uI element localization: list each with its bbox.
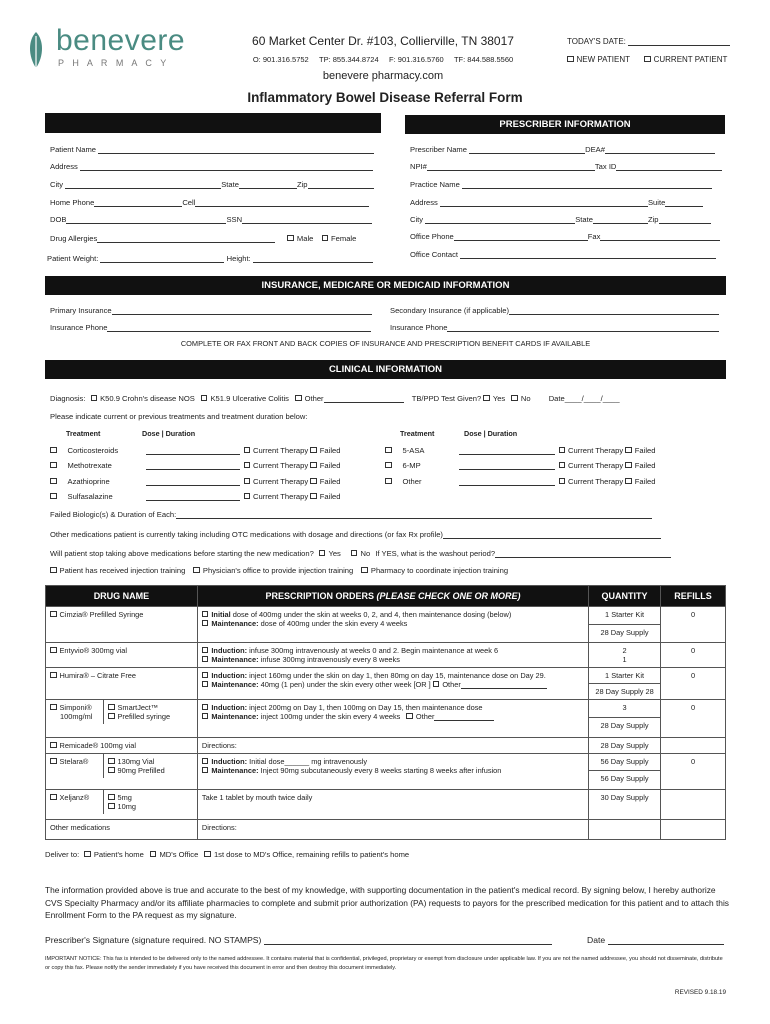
qty-cell: 28 Day Supply [589, 738, 661, 754]
entyvio-maint-checkbox[interactable] [202, 656, 209, 663]
other-meds-row: Other medications patient is currently taking including OTC medications with dosage and directions (or fax Rx profile) [50, 530, 661, 539]
dose-field[interactable] [146, 477, 240, 486]
treatment-checkbox[interactable] [50, 447, 57, 454]
prescription-table [45, 585, 726, 840]
qty-cell [589, 820, 661, 840]
current-therapy-checkbox[interactable] [559, 478, 566, 485]
current-therapy-checkbox[interactable] [244, 478, 251, 485]
treatment-checkbox[interactable] [50, 462, 57, 469]
dose-field[interactable] [146, 461, 240, 470]
table-row [46, 700, 726, 738]
patient-city-field[interactable] [65, 180, 221, 189]
prescriber-name-row: Prescriber Name DEA# [410, 145, 715, 154]
drug-cell: Other medications [46, 820, 198, 840]
humira-other-field[interactable] [461, 680, 547, 689]
secondary-insurance-row: Secondary Insurance (if applicable) [390, 306, 719, 315]
stelara-90-checkbox[interactable] [108, 767, 115, 774]
signature-date-field[interactable] [608, 935, 724, 945]
biologics-row: Failed Biologic(s) & Duration of Each: [50, 510, 652, 519]
refills-cell [661, 790, 726, 820]
stop-no-checkbox[interactable] [351, 550, 358, 557]
clinical-header: CLINICAL INFORMATION [45, 360, 726, 379]
refills-cell: 0 [661, 668, 726, 700]
qty-cell: 3 28 Day Supply [589, 700, 661, 738]
revised-date: REVISED 9.18.19 [674, 989, 726, 996]
rx-header-row [46, 586, 726, 607]
orders-header: PRESCRIPTION ORDERS (PLEASE CHECK ONE OR MORE) [197, 586, 588, 607]
tb-no-checkbox[interactable] [511, 395, 518, 402]
stelara-maint-checkbox[interactable] [202, 767, 209, 774]
prefilled-checkbox[interactable] [108, 713, 115, 720]
failed-checkbox[interactable] [310, 447, 317, 454]
humira-maint-checkbox[interactable] [202, 681, 209, 688]
dose-col-right: Dose | Duration [464, 429, 518, 438]
dose-col-left: Dose | Duration [142, 429, 196, 438]
xeljanz-checkbox[interactable] [50, 794, 57, 801]
prescriber-address-field[interactable] [440, 198, 648, 207]
insurance-phone-row-1: Insurance Phone [50, 323, 371, 332]
fax-field[interactable] [600, 232, 720, 241]
stelara-checkbox[interactable] [50, 758, 57, 765]
patient-zip-field[interactable] [308, 180, 374, 189]
entyvio-ind-checkbox[interactable] [202, 647, 209, 654]
dx-uc-checkbox[interactable] [201, 395, 208, 402]
form-title: Inflammatory Bowel Disease Referral Form [247, 90, 523, 105]
dob-field[interactable] [66, 215, 226, 224]
training-row: Patient has received injection training Physician's office to provide injection training Pharmacy to coordinate injection training [50, 566, 508, 575]
orders-cell: Induction: Initial dose______ mg intravenously Maintenance: Inject 90mg subcutaneously every 8 weeks starting 8 weeks after infusion [197, 754, 588, 790]
training-2-checkbox[interactable] [193, 567, 200, 574]
drug-cell: Entyvio® 300mg vial [46, 643, 198, 668]
height-field[interactable] [253, 254, 373, 263]
deliver-row: Deliver to: Patient's home MD's Office 1st dose to MD's Office, remaining refills to patient's home [45, 850, 410, 859]
remicade-checkbox[interactable] [50, 742, 57, 749]
patient-status: NEW PATIENT CURRENT PATIENT [567, 55, 727, 64]
table-row [46, 754, 726, 790]
drug-cell: Stelara® 130mg Vial 90mg Prefilled [46, 754, 198, 790]
stelara-130-checkbox[interactable] [108, 758, 115, 765]
drug-cell: Remicade® 100mg vial [46, 738, 198, 754]
tb-yes-checkbox[interactable] [483, 395, 490, 402]
treatment-row: Other Current Therapy Failed [385, 477, 655, 486]
allergies-field[interactable] [97, 234, 275, 243]
patient-weight-row: Patient Weight: Height: [47, 254, 373, 263]
table-row [46, 790, 726, 820]
qty-cell: 2 1 [589, 643, 661, 668]
dose-field[interactable] [146, 492, 240, 501]
office-contact-row: Office Contact [410, 250, 716, 259]
failed-checkbox[interactable] [625, 478, 632, 485]
patient-name-field[interactable] [98, 145, 374, 154]
treatment-col-right: Treatment [400, 429, 435, 438]
female-checkbox[interactable] [322, 235, 329, 242]
insurance-phone-field-2[interactable] [447, 323, 719, 332]
treatments-intro: Please indicate current or previous treatments and treatment duration below: [50, 412, 308, 421]
xeljanz-5-checkbox[interactable] [108, 794, 115, 801]
practice-field[interactable] [462, 180, 712, 189]
insurance-note: COMPLETE OR FAX FRONT AND BACK COPIES OF INSURANCE AND PRESCRIPTION BENEFIT CARDS IF AVAILABLE [180, 339, 591, 348]
prescriber-name-field[interactable] [469, 145, 585, 154]
prescriber-state-field[interactable] [593, 215, 648, 224]
training-1-checkbox[interactable] [50, 567, 57, 574]
entyvio-checkbox[interactable] [50, 647, 57, 654]
suite-field[interactable] [665, 198, 703, 207]
washout-field[interactable] [495, 549, 671, 558]
current-patient-checkbox[interactable] [644, 56, 651, 63]
brand-sub: P H A R M A C Y [58, 58, 170, 68]
treatment-checkbox[interactable] [50, 478, 57, 485]
cimzia-initial-checkbox[interactable] [202, 611, 209, 618]
refills-cell [661, 738, 726, 754]
simponi-maint-checkbox[interactable] [202, 713, 209, 720]
treatment-checkbox[interactable] [385, 462, 392, 469]
orders-cell: Directions: [197, 738, 588, 754]
current-therapy-checkbox[interactable] [244, 493, 251, 500]
treatment-checkbox[interactable] [50, 493, 57, 500]
drug-cell: Simponi® 100mg/ml SmartJect™ Prefilled syringe [46, 700, 198, 738]
insurance-phone-field-1[interactable] [107, 323, 371, 332]
patient-state-field[interactable] [239, 180, 297, 189]
primary-insurance-field[interactable] [112, 306, 372, 315]
orders-cell: Induction: inject 200mg on Day 1, then 100mg on Day 15, then maintenance dose Maintenance: inject 100mg under the skin every 4 weeks Other [197, 700, 588, 738]
ssn-field[interactable] [242, 215, 372, 224]
orders-cell: Induction: inject 160mg under the skin on day 1, then 80mg on day 15, maintenance dose on Day 29. Maintenance: 40mg (1 pen) under the skin every other week [OR ] Other [197, 668, 588, 700]
pharmacy-website: benevere pharmacy.com [322, 70, 444, 82]
orders-cell: Take 1 tablet by mouth twice daily [197, 790, 588, 820]
refills-cell: 0 [661, 700, 726, 738]
table-row [46, 668, 726, 700]
signature-row: Prescriber's Signature (signature required. NO STAMPS) [45, 935, 552, 945]
dose-field[interactable] [146, 446, 240, 455]
pharmacy-phones: O: 901.316.5752 TP: 855.344.8724 F: 901.316.5760 TF: 844.588.5560 [252, 55, 514, 64]
office-contact-field[interactable] [460, 250, 716, 259]
dose-field[interactable] [459, 446, 555, 455]
pharmacy-address: 60 Market Center Dr. #103, Collierville, TN 38017 [252, 34, 514, 48]
smartject-checkbox[interactable] [108, 704, 115, 711]
table-row [46, 820, 726, 840]
patient-dob-row: DOB SSN [50, 215, 372, 224]
humira-ind-checkbox[interactable] [202, 672, 209, 679]
dx-other-field[interactable] [324, 394, 404, 403]
home-phone-field[interactable] [94, 198, 182, 207]
qty-cell: 1 Starter Kit 28 Day Supply 28 [589, 668, 661, 700]
treatment-row: Corticosteroids Current Therapy Failed [50, 446, 340, 455]
failed-checkbox[interactable] [625, 447, 632, 454]
treatment-row: Methotrexate Current Therapy Failed [50, 461, 340, 470]
table-row [46, 607, 726, 643]
todays-date-field[interactable] [628, 37, 730, 46]
stop-meds-row: Will patient stop taking above medications before starting the new medication? Yes No If YES, what is the washout period? [50, 549, 671, 558]
treatment-checkbox[interactable] [385, 447, 392, 454]
stelara-ind-checkbox[interactable] [202, 758, 209, 765]
tax-field[interactable] [616, 162, 722, 171]
qty-cell: 30 Day Supply [589, 790, 661, 820]
current-therapy-checkbox[interactable] [244, 447, 251, 454]
failed-checkbox[interactable] [310, 478, 317, 485]
primary-insurance-row: Primary Insurance [50, 306, 372, 315]
dx-other-checkbox[interactable] [295, 395, 302, 402]
treatment-row: Sulfasalazine Current Therapy Failed [50, 492, 340, 501]
refills-cell: 0 [661, 607, 726, 643]
office-phone-field[interactable] [454, 232, 588, 241]
cimzia-checkbox[interactable] [50, 611, 57, 618]
brand-name: benevere [56, 24, 186, 57]
deliver-md-checkbox[interactable] [150, 851, 157, 858]
current-therapy-checkbox[interactable] [559, 462, 566, 469]
treatment-checkbox[interactable] [385, 478, 392, 485]
orders-cell: Directions: [197, 820, 588, 840]
current-therapy-checkbox[interactable] [559, 447, 566, 454]
signature-date-row: Date [587, 935, 724, 945]
humira-other-checkbox[interactable] [433, 681, 440, 688]
failed-checkbox[interactable] [310, 493, 317, 500]
xeljanz-10-checkbox[interactable] [108, 803, 115, 810]
drug-name-header: DRUG NAME [46, 586, 198, 607]
training-3-checkbox[interactable] [361, 567, 368, 574]
treatment-row: 5-ASA Current Therapy Failed [385, 446, 655, 455]
stop-yes-checkbox[interactable] [319, 550, 326, 557]
prescriber-city-field[interactable] [425, 215, 575, 224]
humira-checkbox[interactable] [50, 672, 57, 679]
drug-cell: Cimzia® Prefilled Syringe [46, 607, 198, 643]
important-notice: IMPORTANT NOTICE: This fax is intended to be delivered only to the named addressee. It contains material that is confidential, privileged, proprietary or exempt from disclosure under applicable law. If you are not the named addressee, you should not disseminate, distribute or copy this fax. Please notify the sender immediately if you have received this document in error and then destroy this document immediately. [45, 956, 723, 971]
dose-field[interactable] [459, 461, 555, 470]
cell-field[interactable] [195, 198, 369, 207]
patient-phone-row: Home Phone Cell [50, 198, 369, 207]
prescriber-address-row: Address Suite [410, 198, 703, 207]
refills-cell: 0 [661, 754, 726, 790]
practice-row: Practice Name [410, 180, 712, 189]
orders-cell: Initial dose of 400mg under the skin at weeks 0, 2, and 4, then maintenance dosing (below) Maintenance: dose of 400mg under the skin every 4 weeks [197, 607, 588, 643]
table-row [46, 643, 726, 668]
treatment-col-left: Treatment [66, 429, 101, 438]
dea-field[interactable] [605, 145, 715, 154]
simponi-other-checkbox[interactable] [406, 713, 413, 720]
prescriber-header: PRESCRIBER INFORMATION [405, 115, 725, 134]
patient-name-row: Patient Name [50, 145, 374, 154]
failed-checkbox[interactable] [625, 462, 632, 469]
insurance-phone-row-2: Insurance Phone [390, 323, 719, 332]
patient-city-row: City State Zip [50, 180, 374, 189]
patient-allergies-row: Drug Allergies Male Female [50, 234, 357, 243]
secondary-insurance-field[interactable] [509, 306, 719, 315]
current-therapy-checkbox[interactable] [244, 462, 251, 469]
qty-cell: 1 Starter Kit 28 Day Supply [589, 607, 661, 643]
attestation-text: The information provided above is true and accurate to the best of my knowledge, with supporting documentation in the patient's medical record. By signing below, I hereby authorize CVS Specialty Pharmacy and/or its affiliate pharmacies to complete and submit prior authorization (PA) requests to payors for the prescribed medication for this patient and to attach this Enrollment Form to the PA request as my signature. [45, 885, 729, 920]
orders-cell: Induction: infuse 300mg intravenously at weeks 0 and 2. Begin maintenance at week 6 Maintenance: infuse 300mg intravenously every 8 weeks [197, 643, 588, 668]
todays-date: TODAY'S DATE: [567, 37, 730, 46]
drug-cell: Xeljanz® 5mg 10mg [46, 790, 198, 820]
npi-row: NPI# Tax ID [410, 162, 722, 171]
signature-field[interactable] [264, 935, 552, 945]
drug-cell: Humira® – Citrate Free [46, 668, 198, 700]
office-phone-row: Office Phone Fax [410, 232, 720, 241]
leaf-logo-icon [26, 30, 46, 72]
table-row [46, 738, 726, 754]
quantity-header: QUANTITY [589, 586, 661, 607]
refills-header: REFILLS [661, 586, 726, 607]
prescriber-zip-field[interactable] [659, 215, 711, 224]
simponi-other-field[interactable] [434, 712, 494, 721]
diagnosis-row: Diagnosis: K50.9 Crohn's disease NOS K51.9 Ulcerative Colitis Other TB/PPD Test Given? Yes No Date____/____/____ [50, 394, 620, 403]
refills-cell: 0 [661, 643, 726, 668]
male-checkbox[interactable] [287, 235, 294, 242]
cimzia-maint-checkbox[interactable] [202, 620, 209, 627]
patient-address-field[interactable] [80, 162, 373, 171]
insurance-header: INSURANCE, MEDICARE OR MEDICAID INFORMATION [45, 276, 726, 295]
prescriber-city-row: City State Zip [410, 215, 711, 224]
qty-cell: 56 Day Supply 56 Day Supply [589, 754, 661, 790]
simponi-ind-checkbox[interactable] [202, 704, 209, 711]
simponi-checkbox[interactable] [50, 704, 57, 711]
treatment-row: 6-MP Current Therapy Failed [385, 461, 655, 470]
weight-field[interactable] [100, 254, 224, 263]
new-patient-checkbox[interactable] [567, 56, 574, 63]
patient-header-bar [45, 113, 381, 133]
npi-field[interactable] [427, 162, 595, 171]
dose-field[interactable] [459, 477, 555, 486]
biologics-field[interactable] [176, 510, 652, 519]
deliver-home-checkbox[interactable] [84, 851, 91, 858]
deliver-split-checkbox[interactable] [204, 851, 211, 858]
patient-address-row: Address [50, 162, 373, 171]
dx-crohns-checkbox[interactable] [91, 395, 98, 402]
other-meds-field[interactable] [443, 530, 661, 539]
failed-checkbox[interactable] [310, 462, 317, 469]
refills-cell [661, 820, 726, 840]
treatment-row: Azathioprine Current Therapy Failed [50, 477, 340, 486]
